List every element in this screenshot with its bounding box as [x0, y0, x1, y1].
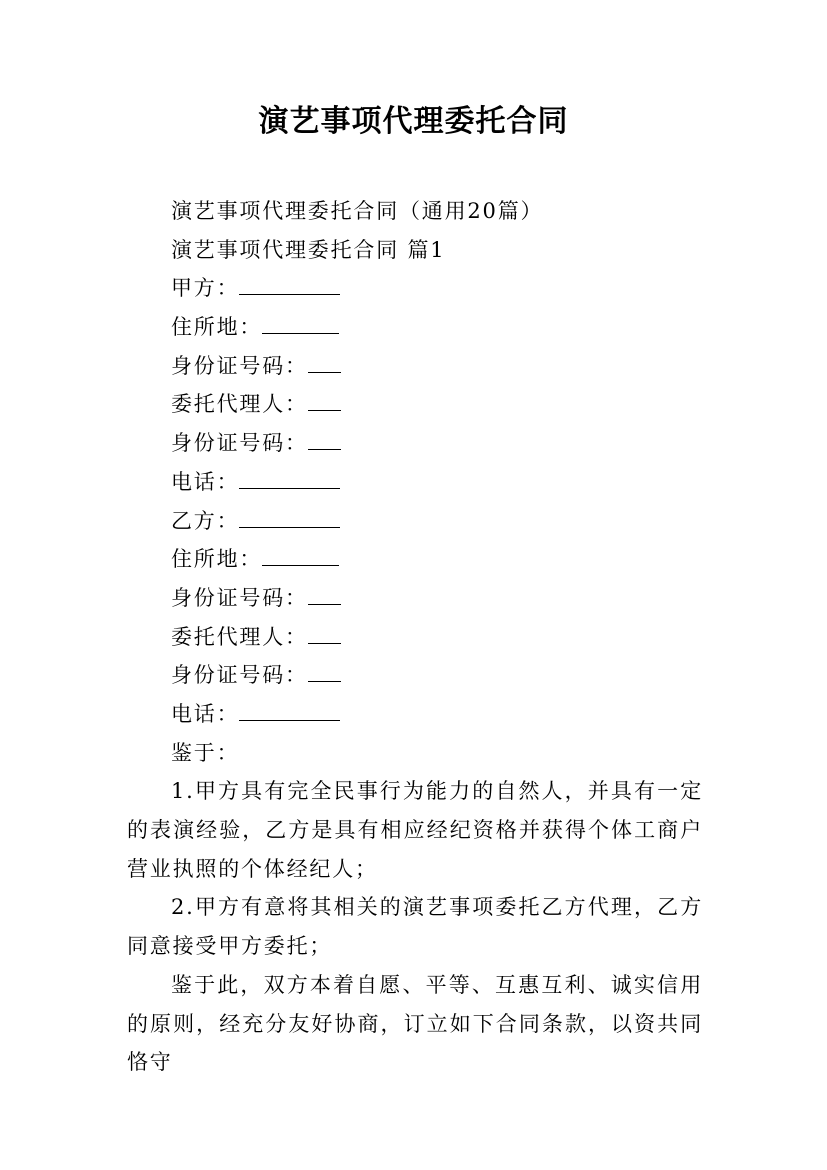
party-a-address-blank	[262, 313, 339, 334]
party-a-phone-label: 电话：	[171, 469, 240, 494]
heading-article: 演艺事项代理委托合同 篇1	[171, 237, 446, 262]
party-a-line	[127, 269, 703, 308]
party-b-phone-blank	[239, 700, 340, 721]
party-a-address-line	[127, 308, 703, 347]
heading-general: 演艺事项代理委托合同（通用20篇）	[171, 199, 544, 223]
party-b-agent-id-blank	[308, 661, 341, 682]
party-b-address-blank	[262, 545, 339, 566]
party-b-phone-label: 电话：	[171, 701, 240, 726]
party-b-address-label: 住所地：	[171, 547, 263, 572]
party-a-agent-label: 委托代理人：	[171, 392, 308, 417]
party-b-agent-line	[127, 618, 703, 657]
party-b-agent-id-label: 身份证号码：	[171, 663, 308, 688]
party-a-label: 甲方：	[171, 276, 240, 301]
party-b-blank	[239, 507, 340, 528]
paragraph-3: 鉴于此，双方本着自愿、平等、互惠互利、诚实信用的原则，经充分友好协商，订立如下合同条款，以资共同恪守	[127, 972, 703, 1075]
party-b-address-line	[127, 540, 703, 579]
party-a-phone-blank	[239, 468, 340, 489]
document-title: 演艺事项代理委托合同	[258, 104, 569, 139]
party-a-agent-id-label: 身份证号码：	[171, 431, 308, 456]
party-a-agent-line	[127, 385, 703, 424]
party-b-label: 乙方：	[171, 508, 240, 533]
party-a-agent-blank	[308, 390, 341, 411]
party-a-id-label: 身份证号码：	[171, 353, 308, 378]
party-b-agent-blank	[308, 623, 341, 644]
party-b-id-line	[127, 579, 703, 618]
whereas-heading: 鉴于：	[171, 740, 240, 765]
party-a-phone-line	[127, 463, 703, 502]
party-b-agent-label: 委托代理人：	[171, 624, 308, 649]
document-body	[127, 192, 703, 1082]
party-b-phone-line	[127, 695, 703, 734]
party-b-line	[127, 502, 703, 541]
paragraph-1: 1.甲方具有完全民事行为能力的自然人，并具有一定的表演经验，乙方是具有相应经纪资格并获得个体工商户营业执照的个体经纪人；	[127, 779, 703, 881]
party-a-address-label: 住所地：	[171, 315, 263, 340]
party-b-agent-id-line	[127, 656, 703, 695]
party-a-agent-id-line	[127, 424, 703, 463]
party-a-id-line	[127, 347, 703, 386]
party-a-blank	[239, 274, 340, 295]
party-a-id-blank	[308, 352, 341, 373]
paragraph-2: 2.甲方有意将其相关的演艺事项委托乙方代理，乙方同意接受甲方委托；	[127, 895, 703, 959]
party-b-id-label: 身份证号码：	[171, 585, 308, 610]
party-b-id-blank	[308, 584, 341, 605]
party-a-agent-id-blank	[308, 429, 341, 450]
